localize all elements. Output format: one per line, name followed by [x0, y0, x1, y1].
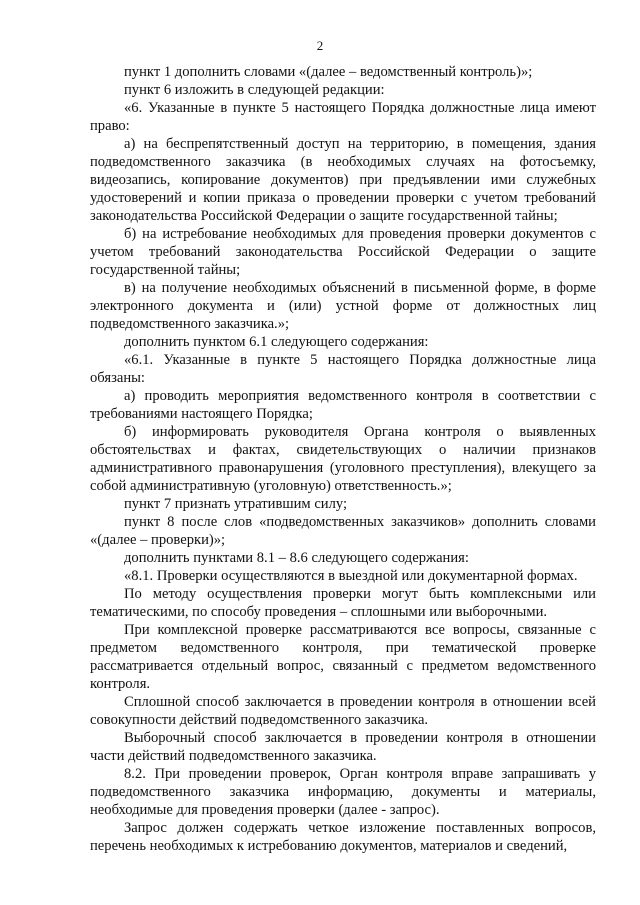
paragraph: пункт 7 признать утратившим силу;	[124, 496, 348, 512]
paragraph: в) на получение необходимых объяснений в письменной форме, в форме электронного документа и (или) устной форме от должностных лиц подведомственного заказчика.»;	[90, 280, 596, 332]
paragraph: Запрос должен содержать четкое изложение поставленных вопросов, перечень необходимых к истребованию документов, материалов и сведений,	[90, 820, 596, 854]
paragraph: «6.1. Указанные в пункте 5 настоящего Порядка должностные лица обязаны:	[90, 352, 596, 386]
paragraph: 8.2. При проведении проверок, Орган контроля вправе запрашивать у подведомственного заказчика информацию, документы и материалы, необходимые для проведения проверки (далее - запрос).	[90, 766, 596, 818]
paragraph: Сплошной способ заключается в проведении контроля в отношении всей совокупности действий подведомственного заказчика.	[90, 694, 596, 728]
paragraph: а) на беспрепятственный доступ на территорию, в помещения, здания подведомственного заказчика (в необходимых случаях на фотосъемку, видеозапись, копирование документов) при предъявлении ими служебных удостоверений и копии приказа о проведении проверки с учетом требований законодательства Российской Федерации о защите государственной тайны;	[90, 136, 596, 224]
paragraph: «6. Указанные в пункте 5 настоящего Порядка должностные лица имеют право:	[90, 100, 596, 134]
paragraph: пункт 6 изложить в следующей редакции:	[124, 82, 385, 98]
paragraph: б) информировать руководителя Органа контроля о выявленных обстоятельствах и фактах, свидетельствующих о наличии признаков административного правонарушения (уголовного преступления), влекущего за собой административную (уголовную) ответственность.»;	[90, 424, 596, 494]
paragraph: При комплексной проверке рассматриваются все вопросы, связанные с предметом ведомственного контроля, при тематической проверке рассматривается отдельный вопрос, связанный с предметом ведомственного контроля.	[90, 622, 596, 692]
paragraph: «8.1. Проверки осуществляются в выездной или документарной формах.	[124, 568, 578, 584]
paragraph: дополнить пунктом 6.1 следующего содержания:	[124, 334, 429, 350]
paragraph: дополнить пунктами 8.1 – 8.6 следующего содержания:	[124, 550, 469, 566]
paragraph: а) проводить мероприятия ведомственного контроля в соответствии с требованиями настоящего Порядка;	[90, 388, 596, 422]
paragraph: пункт 1 дополнить словами «(далее – ведомственный контроль)»;	[124, 64, 533, 80]
document-body	[90, 63, 596, 855]
paragraph: б) на истребование необходимых для проведения проверки документов с учетом требований законодательства Российской Федерации о защите государственной тайны;	[90, 226, 596, 278]
paragraph: Выборочный способ заключается в проведении контроля в отношении части действий подведомственного заказчика.	[90, 730, 596, 764]
paragraph: пункт 8 после слов «подведомственных заказчиков» дополнить словами «(далее – проверки)»;	[90, 514, 596, 548]
page-number: 2	[316, 38, 324, 53]
paragraph: По методу осуществления проверки могут быть комплексными или тематическими, по способу проведения – сплошными или выборочными.	[90, 586, 596, 620]
